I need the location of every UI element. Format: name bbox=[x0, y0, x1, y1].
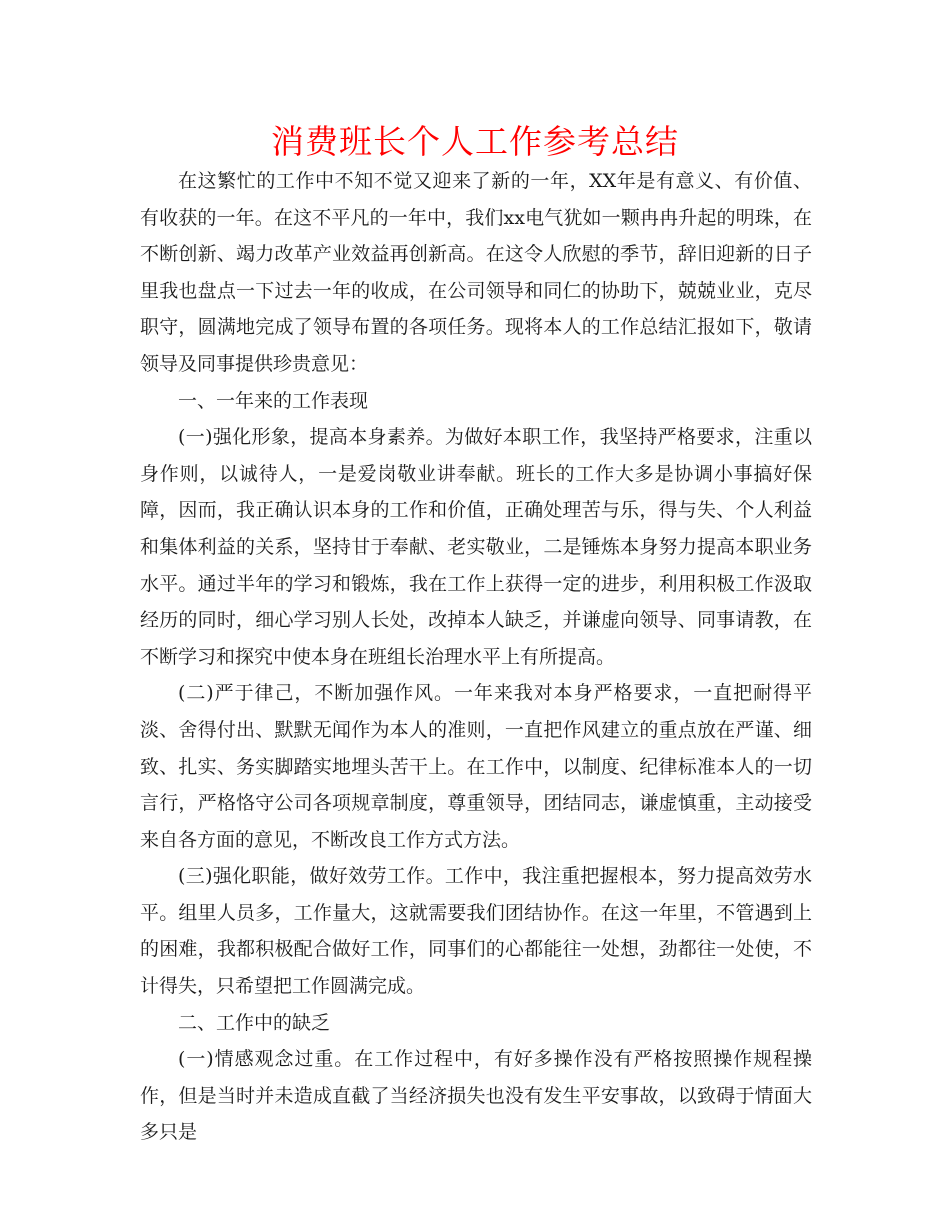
paragraph-self-discipline: (二)严于律己，不断加强作风。一年来我对本身严格要求，一直把耐得平淡、舍得付出、默默无闻作为本人的准则，一直把作风建立的重点放在严谨、细致、扎实、务实脚踏实地埋头苦干上。在工作中，以制度、纪律标准本人的一切言行，严格恪守公司各项规章制度，尊重领导，团结同志，谦虚慎重，主动接受来自各方面的意见，不断改良工作方式方法。 bbox=[140, 682, 812, 851]
section-heading-performance: 一、一年来的工作表现 bbox=[178, 389, 369, 412]
paragraph-service: (三)强化职能，做好效劳工作。工作中，我注重把握根本，努力提高效劳水平。组里人员多，工作量大，这就需要我们团结协作。在这一年里，不管遇到上的困难，我都积极配合做好工作，同事们的心都能往一处想，劲都往一处使，不计得失，只希望把工作圆满完成。 bbox=[140, 865, 812, 998]
section-heading-shortcomings: 二、工作中的缺乏 bbox=[178, 1011, 331, 1034]
paragraph-intro: 在这繁忙的工作中不知不觉又迎来了新的一年，XX年是有意义、有价值、有收获的一年。在这不平凡的一年中，我们xx电气犹如一颗冉冉升起的明珠，在不断创新、竭力改革产业效益再创新高。在这令人欣慰的季节，辞旧迎新的日子里我也盘点一下过去一年的收成，在公司领导和同仁的协助下，兢兢业业，克尽职守，圆满地完成了领导布置的各项任务。现将本人的工作总结汇报如下，敬请领导及同事提供珍贵意见： bbox=[140, 170, 812, 375]
paragraph-emotion: (一)情感观念过重。在工作过程中，有好多操作没有严格按照操作规程操作，但是当时并未造成直截了当经济损失也没有发生平安事故，以致碍于情面大多只是 bbox=[140, 1048, 812, 1144]
document-body bbox=[140, 163, 812, 1151]
paragraph-image-quality: (一)强化形象，提高本身素养。为做好本职工作，我坚持严格要求，注重以身作则，以诚待人，一是爱岗敬业讲奉献。班长的工作大多是协调小事搞好保障，因而，我正确认识本身的工作和价值，正确处理苦与乐，得与失、个人利益和集体利益的关系，坚持甘于奉献、老实敬业，二是锤炼本身努力提高本职业务水平。通过半年的学习和锻炼，我在工作上获得一定的进步，利用积极工作汲取经历的同时，细心学习别人长处，改掉本人缺乏，并谦虚向领导、同事请教，在不断学习和探究中使本身在班组长治理水平上有所提高。 bbox=[140, 426, 812, 668]
document-title: 消费班长个人工作参考总结 bbox=[271, 122, 679, 161]
